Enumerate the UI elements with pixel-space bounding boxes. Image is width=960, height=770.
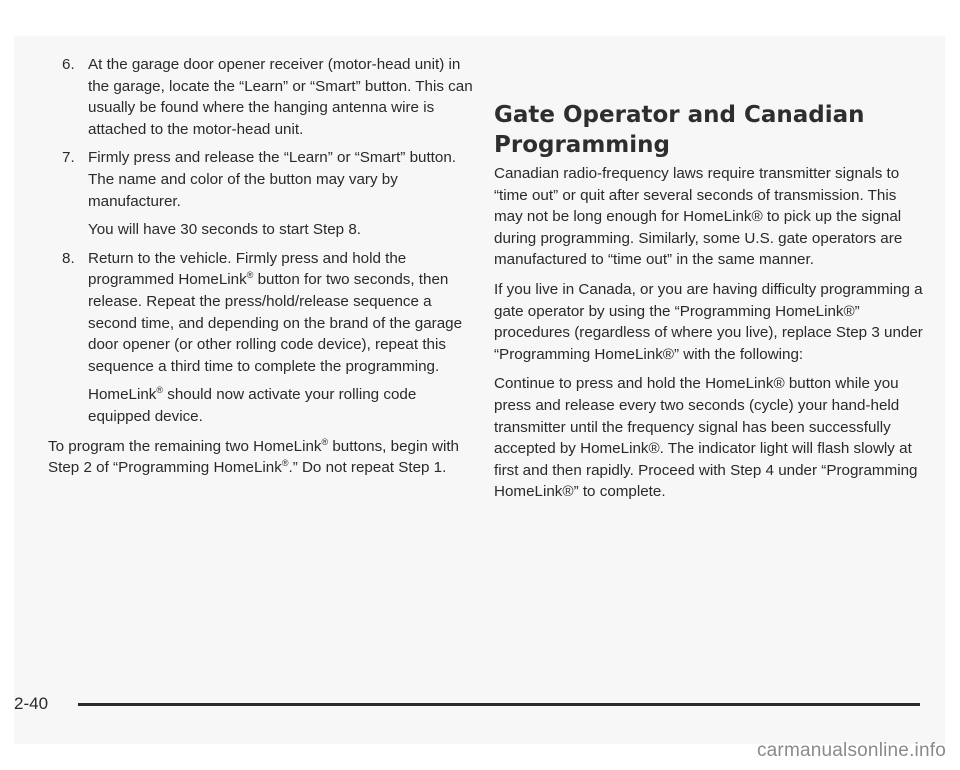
step-7-note: You will have 30 seconds to start Step 8.: [88, 221, 361, 239]
right-column: [494, 163, 928, 511]
step-6: [48, 54, 480, 140]
closing-text-b: buttons, begin with Step 2 of “Programming HomeLink: [48, 437, 460, 477]
registered-mark: ®: [281, 458, 289, 469]
section-heading: Gate Operator and Canadian Programming: [494, 102, 865, 158]
paragraph-canadian-laws: Canadian radio-frequency laws require transmitter signals to “time out” or quit after several seconds of transmission. This may not be long enough for HomeLink® to pick up the signal during programming. Similarly, some U.S. gate operators are manufactured to “time out” in the same manner.: [494, 165, 903, 269]
closing-paragraph: [48, 436, 480, 479]
step-number: 7.: [62, 149, 75, 167]
closing-text-a: To program the remaining two HomeLink: [48, 437, 322, 455]
note-text-b: should now activate your rolling code equipped device.: [88, 386, 417, 425]
step-text: Firmly press and release the “Learn” or “Smart” button. The name and color of the button may vary by manufacturer.: [88, 149, 457, 210]
registered-mark: ®: [156, 385, 164, 396]
step-text-b: button for two seconds, then release. Repeat the press/hold/release sequence a second time, and depending on the brand of the garage door opener (or other rolling code device), repeat this sequence a third time to complete the programming.: [88, 271, 463, 375]
registered-mark: ®: [321, 436, 329, 447]
step-number: 8.: [62, 249, 75, 267]
step-7: [48, 147, 480, 212]
step-text: At the garage door opener receiver (motor-head unit) in the garage, locate the “Learn” or “Smart” button. This can usually be found where the hanging antenna wire is attached to the motor-head unit.: [88, 56, 473, 138]
step-number: 6.: [62, 56, 75, 73]
step-8: [48, 248, 480, 378]
paragraph-continue: Continue to press and hold the HomeLink® button while you press and release every two seconds (cycle) your hand-held transmitter until the frequency signal has been successfully accepted by HomeLink®. The indicator light will flash slowly at first and then rapidly. Proceed with Step 4 under “Programming HomeLink®” to complete.: [494, 375, 918, 501]
closing-text-c: .” Do not repeat Step 1.: [288, 459, 447, 477]
footer-rule: [78, 703, 920, 706]
note-text-a: HomeLink: [88, 386, 157, 404]
step-8-note: [48, 384, 480, 427]
paragraph-if-canada: If you live in Canada, or you are having difficulty programming a gate operator by using the “Programming HomeLink®” procedures (regardless of where you live), replace Step 3 under “Programming HomeLink®” with the following:: [494, 280, 923, 363]
page-number: 2-40: [14, 694, 49, 713]
watermark: carmanualsonline.info: [756, 740, 946, 761]
step-text-a: Return to the vehicle. Firmly press and hold the programmed HomeLink: [88, 249, 407, 289]
registered-mark: ®: [246, 270, 254, 281]
left-column: [48, 54, 480, 486]
